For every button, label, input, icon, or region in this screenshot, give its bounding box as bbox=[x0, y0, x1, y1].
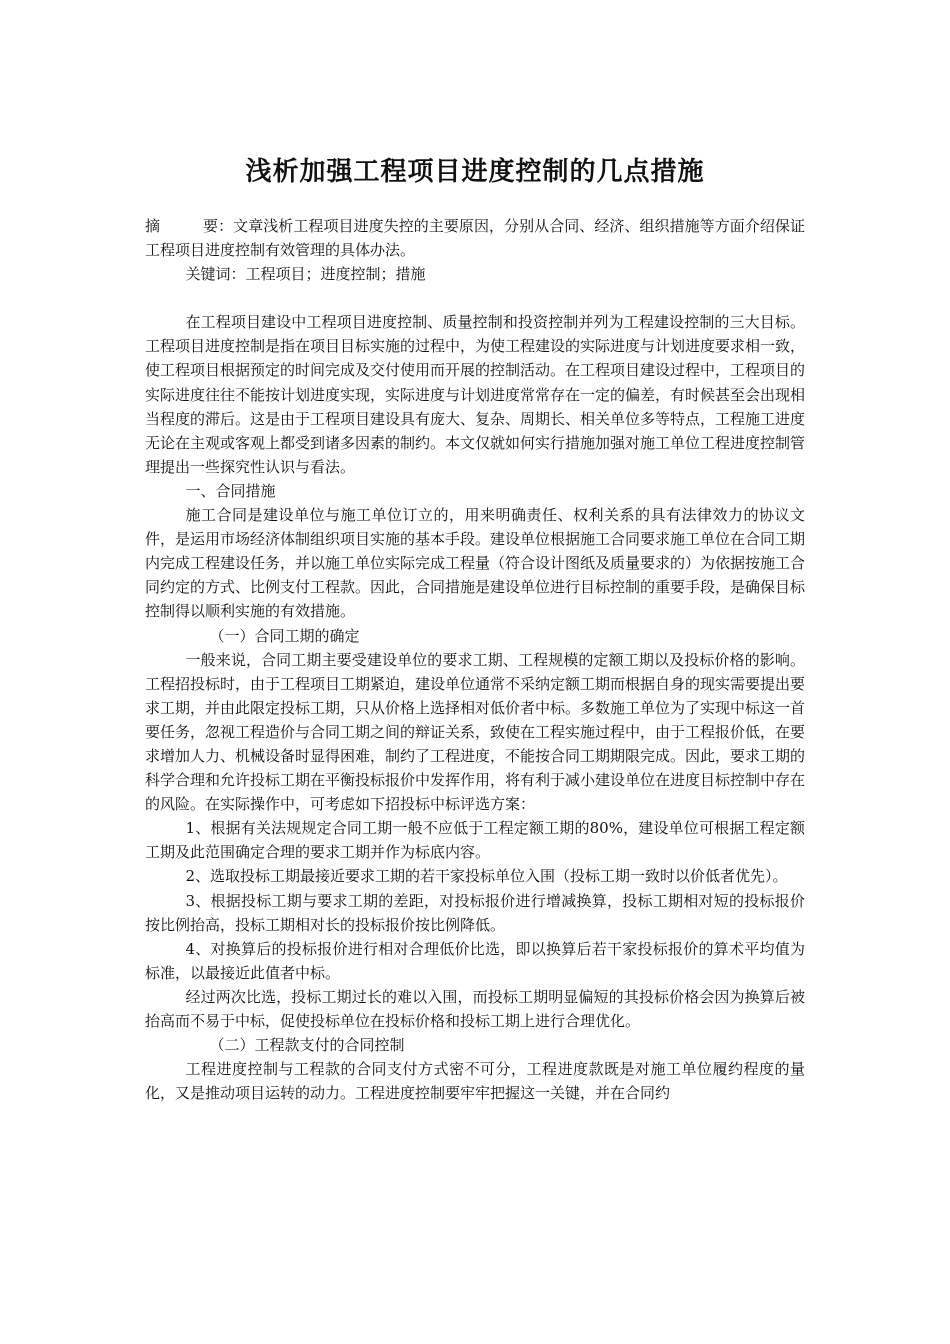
list-item-2: 2、选取投标工期最接近要求工期的若干家投标单位入围（投标工期一致时以价低者优先）。 bbox=[185, 867, 788, 886]
abstract-text: 文章浅析工程项目进度失控的主要原因，分别从合同、经济、组织措施等方面介绍保证工程项目进度控制有效管理的具体办法。 bbox=[145, 217, 805, 260]
blank-line bbox=[145, 286, 805, 310]
list-item-1: 1、根据有关法规规定合同工期一般不应低于工程定额工期的80%，建设单位可根据工程定额工期及此范围确定合理的要求工期并作为标底内容。 bbox=[145, 819, 805, 862]
document-body bbox=[145, 214, 805, 1105]
abstract-label-1: 摘 bbox=[145, 217, 161, 235]
section1-heading: 一、合同措施 bbox=[185, 481, 276, 500]
list-item-3: 3、根据投标工期与要求工期的差距，对投标报价进行增减换算，投标工期相对短的投标报价按比例抬高，投标工期相对长的投标报价按比例降低。 bbox=[145, 891, 805, 934]
list-item-4: 4、对换算后的投标报价进行相对合理低价比选，即以换算后若干家投标报价的算术平均值为标准，以最接近此值者中标。 bbox=[145, 939, 805, 982]
keywords: 关键词：工程项目；进度控制；措施 bbox=[185, 265, 426, 284]
section1-paragraph: 施工合同是建设单位与施工单位订立的，用来明确责任、权利关系的具有法律效力的协议文件，是运用市场经济体制组织项目实施的基本手段。建设单位根据施工合同要求施工单位在合同工期内完成工程建设任务，并以施工单位实际完成工程量（符合设计图纸及质量要求的）为依据按施工合同约定的方式、比例支付工程款。因此，合同措施是建设单位进行目标控制的重要手段，是确保目标控制得以顺利实施的有效措施。 bbox=[145, 506, 806, 621]
sub1-heading: （一）合同工期的确定 bbox=[209, 626, 360, 645]
intro-paragraph: 在工程项目建设中工程项目进度控制、质量控制和投资控制并列为工程建设控制的三大目标。工程项目进度控制是指在项目目标实施的过程中，为使工程建设的实际进度与计划进度要求相一致，使工程项目根据预定的时间完成及交付使用而开展的控制活动。在工程项目建设过程中，工程项目的实际进度往往不能按计划进度实现，实际进度与计划进度常常存在一定的偏差，有时候甚至会出现相当程度的滞后。这是由于工程项目建设具有庞大、复杂、周期长、相关单位多等特点，工程施工进度无论在主观或客观上都受到诸多因素的制约。本文仅就如何实行措施加强对施工单位工程进度控制管理提出一些探究性认识与看法。 bbox=[145, 313, 806, 476]
sub1-paragraph: 一般来说，合同工期主要受建设单位的要求工期、工程规模的定额工期以及投标价格的影响。工程招投标时，由于工程项目工期紧迫，建设单位通常不采纳定额工期而根据自身的现实需要提出要求工期，并由此限定投标工期，只从价格上选择相对低价者中标。多数施工单位为了实现中标这一首要任务，忽视工程造价与合同工期之间的辩证关系，致使在工程实施过程中，由于工程报价低，在要求增加人力、机械设备时显得困难，制约了工程进度，不能按合同工期期限完成。因此，要求工期的科学合理和允许投标工期在平衡投标报价中发挥作用，将有利于减小建设单位在进度目标控制中存在的风险。在实际操作中，可考虑如下招投标中标评选方案： bbox=[145, 650, 806, 814]
abstract-label-2: 要： bbox=[203, 217, 234, 235]
sub2-paragraph: 工程进度控制与工程款的合同支付方式密不可分，工程进度款既是对施工单位履约程度的量化，又是推动项目运转的动力。工程进度控制要牢牢把握这一关键，并在合同约 bbox=[145, 1060, 805, 1103]
sub2-heading: （二）工程款支付的合同控制 bbox=[209, 1036, 405, 1055]
document-title: 浅析加强工程项目进度控制的几点措施 bbox=[245, 157, 705, 187]
abstract bbox=[145, 214, 805, 262]
summary-paragraph: 经过两次比选，投标工期过长的难以入围，而投标工期明显偏短的其投标价格会因为换算后被抬高而不易于中标，促使投标单位在投标价格和投标工期上进行合理优化。 bbox=[145, 987, 805, 1030]
